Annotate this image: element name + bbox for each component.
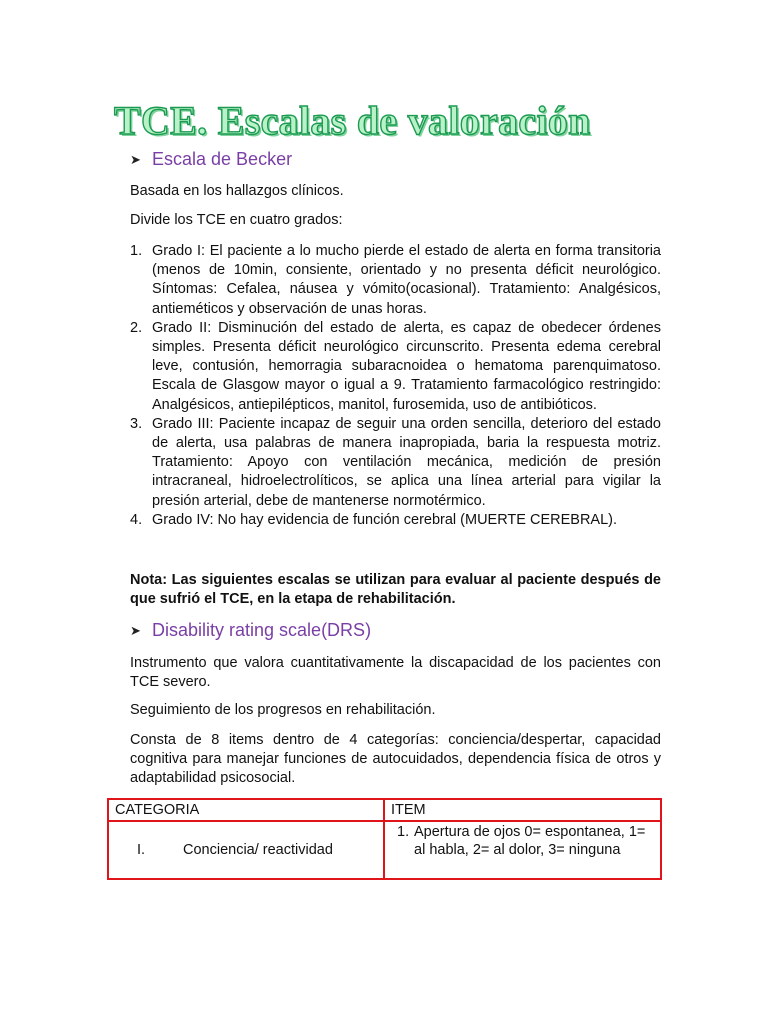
grade-number: 2. [130, 319, 143, 336]
becker-grades-list [130, 242, 661, 530]
drs-description: Instrumento que valora cuantitativamente la discapacidad de los pacientes con TCE severo. [130, 655, 661, 691]
table-header-row [108, 799, 661, 821]
table-row [108, 821, 661, 879]
grade-number: 4. [130, 511, 143, 528]
becker-heading-text: Escala de Becker [152, 149, 293, 169]
grade-item [130, 319, 661, 415]
rehabilitation-note: Nota: Las siguientes escalas se utilizan para evaluar al paciente después de que sufrió el TCE, en la etapa de rehabilitación. [130, 572, 661, 608]
grade-item [130, 511, 661, 530]
item-number: 1. [397, 824, 410, 840]
grade-item [130, 242, 661, 319]
grade-text: Grado II: Disminución del estado de alerta, es capaz de obedecer órdenes simples. Presenta déficit neurológico circunscrito. Presenta edema cerebral leve, contusión, hemorragia subaracnoidea o hematoma parenquimatoso. Escala de Glasgow mayor o igual a 9. Tratamiento farmacológico restringido: Analgésicos, antiepilépticos, manitol, furosemida, uso de antibióticos. [152, 319, 661, 413]
arrow-bullet-icon: ➤ [130, 152, 141, 167]
category-roman: I. [137, 842, 146, 858]
arrow-bullet-icon: ➤ [130, 623, 141, 638]
item-cell [384, 821, 661, 879]
category-cell [108, 821, 384, 879]
grade-text: Grado I: El paciente a lo mucho pierde el estado de alerta en forma transitoria (menos de 10min, consiente, orientado y no presenta déficit neurológico. Síntomas: Cefalea, náusea y vómito(ocasional). Tratamiento: Analgésicos, antieméticos y observación de unas horas. [152, 243, 661, 317]
becker-description: Basada en los hallazgos clínicos. [130, 183, 344, 199]
becker-heading [130, 148, 292, 171]
drs-heading-text: Disability rating scale(DRS) [152, 620, 372, 640]
drs-heading [130, 619, 371, 642]
grade-item [130, 415, 661, 511]
becker-division: Divide los TCE en cuatro grados: [130, 212, 343, 228]
page-title: TCE. Escalas de valoración [114, 98, 591, 143]
drs-table [107, 798, 662, 880]
category-name: Conciencia/ reactividad [183, 842, 333, 858]
header-item: ITEM [384, 799, 661, 821]
grade-number: 3. [130, 415, 143, 432]
header-category: CATEGORIA [108, 799, 384, 821]
grade-text: Grado III: Paciente incapaz de seguir una orden sencilla, deterioro del estado de alerta, usa palabras de manera inapropiada, baria la respuesta motriz. Tratamiento: Apoyo con ventilación mecánica, medición de presión intracraneal, hidroelectrolíticos, se aplica una línea arterial para vigilar la presión arterial, debe de mantenerse normotérmico. [152, 415, 661, 509]
item-text: Apertura de ojos 0= espontanea, 1= al habla, 2= al dolor, 3= ninguna [414, 824, 646, 858]
drs-composition: Consta de 8 items dentro de 4 categorías: conciencia/despertar, capacidad cognitiva para manejar funciones de autocuidados, dependencia física de otros y adaptabilidad psicosocial. [130, 732, 661, 787]
grade-text: Grado IV: No hay evidencia de función cerebral (MUERTE CEREBRAL). [152, 511, 618, 528]
grade-number: 1. [130, 243, 143, 259]
drs-followup: Seguimiento de los progresos en rehabilitación. [130, 702, 436, 718]
